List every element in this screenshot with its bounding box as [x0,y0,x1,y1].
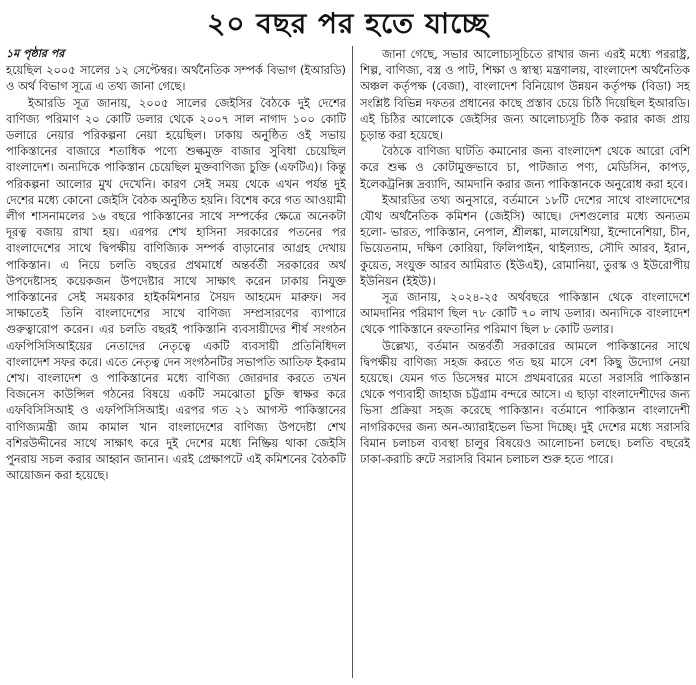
article-paragraph: বৈঠকে বাণিজ্য ঘাটতি কমানোর জন্য বাংলাদেশ থেকে আরো বেশি করে শুল্ক ও কোটামুক্তভাবে চা, পাটজাত পণ্য, মেডিসিন, কাপড়, ইলেকট্রনিক্স দ্রব্যাদি, আমদানি করার জন্য পাকিস্তানকে অনুরোধ করা হবে। [360,144,690,191]
article-paragraph: ইআরডি সূত্র জানায়, ২০০৫ সালের জেইসির বৈঠকে দুই দেশের বাণিজ্য পরিমাণ ২০ কোটি ডলার থেকে ২০০৭ সাল নাগাদ ১০০ কোটি ডলারে নেয়ার পরিকল্পনা নেয়া হয়েছিল। ঢাকায় অনুষ্ঠিত ওই সভায় পাকিস্তানের বাজারে শতাধিক পণ্যে শুল্কমুক্ত বাজার সুবিধা চেয়েছিল বাংলাদেশ। অন্যদিকে পাকিস্তান চেয়েছিল মুক্তবাণিজ্য চুক্তি (এফটিএ)। কিন্তু পরিকল্পনা আলোর মুখ দেখেনি। কারণ সেই সময় থেকে এখন পর্যন্ত দুই দেশের মধ্যে কোনো জেইসি বৈঠক অনুষ্ঠিত হয়নি। বিশেষ করে গত আওয়ামী লীগ শাসনামলের ১৬ বছরে পাকিস্তানের সাথে সম্পর্কের ক্ষেত্রে অনেকটা দূরত্ব বজায় রাখা হয়। এরপর শেখ হাসিনা সরকারের পতনের পর বাংলাদেশের সাথে দ্বিপক্ষীয় বাণিজ্যিক সম্পর্ক বাড়ানোর আগ্রহ দেখায় পাকিস্তান। এ নিয়ে চলতি বছরের প্রথমার্ধে অন্তর্বর্তী সরকারের অর্থ উপদেষ্টাসহ কয়েকজন উপদেষ্টার সাথে সাক্ষাৎ করেন ঢাকায় নিযুক্ত পাকিস্তানের সেই সময়কার হাইকমিশনার সৈয়দ আহমেদ মারুফ। সব সাক্ষাতেই তিনি বাংলাদেশের সাথে বাণিজ্য সম্প্রসারণের ব্যাপারে গুরুত্বারোপ করেন। এর চলতি বছরই পাকিস্তানি ব্যবসায়ীদের শীর্ষ সংগঠন এফপিসিসিআইয়ের নেতাদের নেতৃত্বে একটি ব্যবসায়ী প্রতিনিধিদল বাংলাদেশ সফর করে। এতে নেতৃত্ব দেন সংগঠনটির সভাপতি আতিফ ইকরাম শেখ। বাংলাদেশ ও পাকিস্তানের মধ্যে বাণিজ্য জোরদার করতে তখন বিজনেস কাউন্সিল গঠনের বিষয়ে একটি সমঝোতা চুক্তি স্বাক্ষর করে এফবিসিসিআই ও এফপিসিসিআই। এরপর গত ২১ আগস্ট পাকিস্তানের বাণিজ্যমন্ত্রী জাম কামাল খান বাংলাদেশের বাণিজ্য উপদেষ্টা শেখ বশিরউদ্দীনের সাথে সাক্ষাৎ করে দুই দেশের মধ্যে নিষ্ক্রিয় থাকা জেইসি পুনরায় সচল করার আহ্বান জানান। এরই প্রেক্ষাপটে এই কমিশনের বৈঠকটি আয়োজন করা হয়েছে। [6,95,346,483]
headline: ২০ বছর পর হতে যাচ্ছে [207,7,489,40]
article-paragraph: ইআরডির তথ্য অনুসারে, বর্তমানে ১৮টি দেশের সাথে বাংলাদেশের যৌথ অর্থনৈতিক কমিশন (জেইসি) আছে। দেশগুলোর মধ্যে অন্যতম হলো- ভারত, পাকিস্তান, নেপাল, শ্রীলঙ্কা, মালয়েশিয়া, ইন্দোনেশিয়া, চীন, ভিয়েতনাম, দক্ষিণ কোরিয়া, ফিলিপাইন, থাইল্যান্ড, সৌদি আরব, ইরান, কুয়েত, সংযুক্ত আরব আমিরাত (ইউএই), রোমানিয়া, তুরস্ক ও ইউরোপীয় ইউনিয়ন (ইইউ)। [360,192,690,288]
article-paragraph: উল্লেখ্য, বর্তমান অন্তর্বর্তী সরকারের আমলে পাকিস্তানের সাথে দ্বিপক্ষীয় বাণিজ্য সহজ করতে গত ছয় মাসে বেশ কিছু উদ্যোগ নেয়া হয়েছে। যেমন গত ডিসেম্বর মাসে প্রথমবারের মতো সরাসরি পাকিস্তান থেকে পণ্যবাহী জাহাজ চট্টগ্রাম বন্দরে আসে। এ ছাড়া বাংলাদেশীদের জন্য ভিসা প্রক্রিয়া সহজ করেছে পাকিস্তান। বর্তমানে পাকিস্তান বাংলাদেশী নাগরিকদের জন্য অন-অ্যারাইভেল ভিসা দিচ্ছে। দুই দেশের মধ্যে সরাসরি বিমান চলাচল ব্যবস্থা চালুর বিষয়েও আলোচনা চলছে। চলতি বছরেই ঢাকা-করাচি রুটে সরাসরি বিমান চলাচল শুরু হতে পারে। [360,338,690,467]
article-paragraph: জানা গেছে, সভার আলোচ্যসূচিতে রাখার জন্য এরই মধ্যে পররাষ্ট্র, শিল্প, বাণিজ্য, বস্ত্র ও পাট, শিক্ষা ও স্বাস্থ্য মন্ত্রণালয়, বাংলাদেশ অর্থনৈতিক অঞ্চল কর্তৃপক্ষ (বেজা), বাংলাদেশ বিনিয়োগ উন্নয়ন কর্তৃপক্ষ (বিডা) সহ সংশ্লিষ্ট বিভিন্ন দফতর প্রধানের কাছে প্রস্তাব চেয়ে চিঠি দিয়েছিল ইআরডি। এই চিঠির আলোকে জেইসির জন্য আলোচ্যসূচি ঠিক করার কাজ প্রায় চূড়ান্ত করা হয়েছে। [360,47,690,143]
article-column-right [360,46,690,678]
column-divider [352,46,353,678]
article-paragraph: সূত্র জানায়, ২০২৪-২৫ অর্থবছরে পাকিস্তান থেকে বাংলাদেশে আমদানির পরিমাণ ছিল ৭৮ কোটি ৭০ লাখ ডলার। অন্যদিকে বাংলাদেশ থেকে পাকিস্তানে রফতানির পরিমাণ ছিল ৮ কোটি ডলার। [360,290,690,337]
article-column-left [6,46,346,678]
article-paragraph: হয়েছিল ২০০৫ সালের ১২ সেপ্টেম্বর। অর্থনৈতিক সম্পর্ক বিভাগ (ইআরডি) ও অর্থ বিভাগ সূত্রে এ তথ্য জানা গেছে। [6,63,346,94]
jump-label: ১ম পৃষ্ঠার পর [6,47,65,60]
